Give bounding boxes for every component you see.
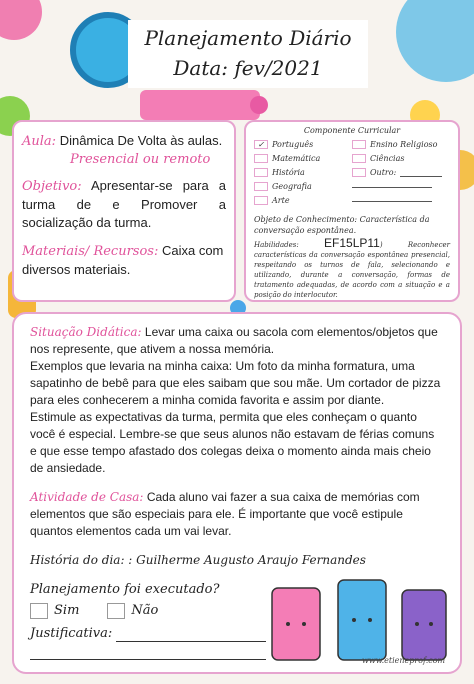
subject-historia[interactable]: História	[254, 167, 352, 178]
executado-question: Planejamento foi executado?	[30, 582, 220, 597]
aula-row	[22, 132, 226, 151]
objetivo-label: Objetivo:	[22, 179, 82, 194]
subject-geografia[interactable]: Geografia	[254, 181, 352, 192]
blank-line[interactable]	[352, 201, 432, 202]
hab-label: Habilidades:	[254, 241, 299, 249]
objetivo-value: Apresentar-se para a turma de e Promover a socialização da turma.	[22, 178, 226, 230]
site-url: www.etieneprof.com	[362, 656, 446, 665]
subject-blank-2	[352, 195, 450, 206]
lesson-info-card	[12, 120, 236, 302]
subject-blank	[352, 181, 450, 192]
hab-code: EF15LP11	[324, 236, 380, 250]
nao-checkbox[interactable]	[107, 603, 125, 619]
justificativa-label: Justificativa:	[30, 626, 113, 641]
casa-label: Atividade de Casa:	[30, 490, 144, 504]
materiais-row	[22, 242, 226, 279]
checkbox[interactable]	[254, 196, 268, 205]
situacao-p1: Situação Didática: Levar uma caixa ou sacola com elementos/objetos que nos represente, que ativem a nossa memória.	[30, 325, 438, 356]
globe-decoration	[396, 0, 474, 82]
purple-book-icon	[402, 590, 446, 660]
curriculum-title: Componente Curricular	[303, 126, 401, 135]
objetivo-row	[22, 177, 226, 232]
aula-label: Aula:	[22, 134, 57, 149]
subject-ensino-religioso[interactable]: Ensino Religioso	[352, 139, 450, 150]
nao-option[interactable]: Não	[107, 602, 158, 619]
pink-dot-decoration	[250, 96, 268, 114]
casa-row: Atividade de Casa: Cada aluno vai fazer a sua caixa de memórias com elementos que são especiais para ele. É importante que você estipule quantos elementos cada um vai levar.	[30, 490, 420, 538]
subject-arte[interactable]: Arte	[254, 195, 352, 206]
hab-text: ) Reconhecer características da conversação espontânea presencial, respeitando os turnos de fala, selecionando e utilizando, durante a conversação, formas de tratamento adequadas, de acordo com a situação e a posição do interlocutor.	[254, 241, 450, 299]
title-card	[128, 20, 368, 88]
checkbox[interactable]	[254, 168, 268, 177]
outro-line[interactable]	[400, 169, 442, 177]
checkbox[interactable]	[352, 154, 366, 163]
aula-value: Dinâmica De Volta às aulas.	[59, 133, 223, 148]
book-decoration	[140, 90, 260, 120]
mode-text: Presencial ou remoto	[70, 152, 211, 167]
materiais-label: Materiais/ Recursos:	[22, 244, 159, 259]
subject-grid	[254, 139, 450, 206]
subject-outro[interactable]: Outro:	[352, 167, 450, 178]
historia-do-dia: História do dia: : Guilherme Augusto Araujo Fernandes	[30, 553, 366, 567]
books-illustration	[262, 568, 452, 668]
ball-decoration	[0, 0, 42, 40]
situacao-label: Situação Didática:	[30, 325, 142, 339]
checkbox[interactable]	[352, 168, 366, 177]
curriculum-card	[244, 120, 460, 302]
main-card	[12, 312, 462, 674]
habilidades	[254, 238, 450, 300]
pink-book-icon	[272, 588, 320, 660]
checkbox[interactable]: ✓	[254, 140, 268, 149]
checkbox[interactable]	[352, 140, 366, 149]
subject-portugues[interactable]: ✓ Português	[254, 139, 352, 150]
page-title: Planejamento Diário	[144, 26, 352, 50]
blank-line[interactable]	[352, 187, 432, 188]
situacao-p3: Estimule as expectativas da turma, permita que eles conheçam o quanto você é especial. Lembre-se que seus alunos não estavam de férias comuns e que esse tempo afastado dos colegas deixa o momento ainda mais cheio de ansiedade.	[30, 410, 435, 475]
materiais-value: Caixa com diversos materiais.	[22, 243, 224, 277]
sim-checkbox[interactable]	[30, 603, 48, 619]
date-line: Data: fev/2021	[173, 56, 323, 80]
justificativa-line-2[interactable]	[30, 642, 266, 660]
situacao-p2: Exemplos que levaria na minha caixa: Um foto da minha formatura, uma sapatinho de bebê para que eles saibam que sou mãe. Um cortador de pizza para eles conhecerem a minha comida favorita e assim por diante.	[30, 359, 441, 407]
subject-ciencias[interactable]: Ciências	[352, 153, 450, 164]
sim-option[interactable]: Sim	[30, 602, 79, 619]
subject-matematica[interactable]: Matemática	[254, 153, 352, 164]
blue-book-icon	[338, 580, 386, 660]
checkbox[interactable]	[254, 182, 268, 191]
justificativa-line[interactable]	[116, 628, 266, 642]
objeto-conhecimento: Objeto de Conhecimento: Característica da conversação espontânea.	[254, 215, 430, 235]
checkbox[interactable]	[254, 154, 268, 163]
